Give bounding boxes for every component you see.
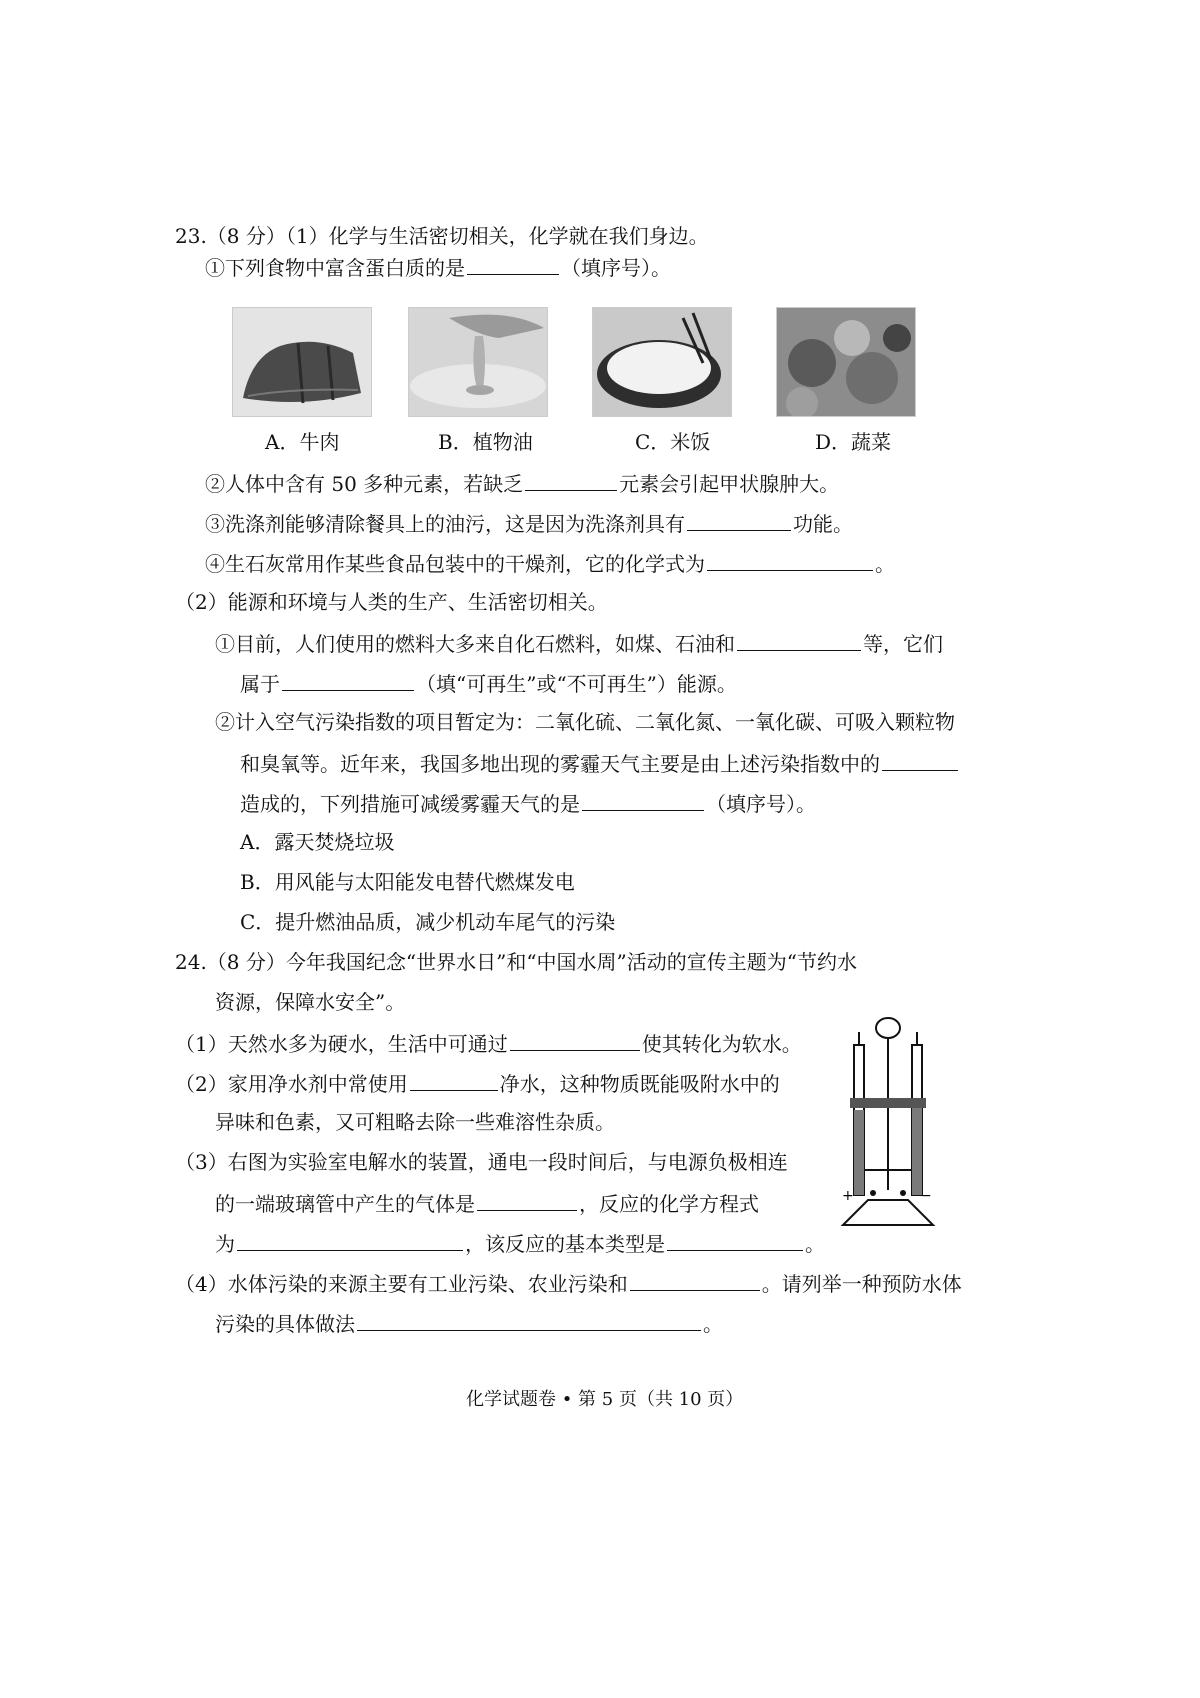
- q23-energy1-tail: 等，它们: [863, 632, 943, 656]
- q24-sub4-c: 污染的具体做法: [215, 1312, 355, 1336]
- vegetables-image: [776, 307, 916, 417]
- q24-sub4-l2: [215, 1308, 723, 1338]
- q23-item4-text: ④生石灰常用作某些食品包装中的干燥剂，它的化学式为: [205, 552, 705, 576]
- vegetable-oil-image: [408, 307, 548, 417]
- answer-blank[interactable]: [882, 748, 958, 771]
- q24-sub3-e: 。: [805, 1232, 825, 1256]
- option-c: C．提升燃油品质，减少机动车尾气的污染: [240, 910, 616, 934]
- answer-blank[interactable]: [410, 1068, 498, 1091]
- q24-sub4-text: （4）水体污染的来源主要有工业污染、农业污染和: [175, 1272, 628, 1296]
- q23-energy2-l2: [240, 748, 960, 778]
- q23-energy1-c: 属于: [240, 672, 280, 696]
- q23-item2: [205, 468, 839, 498]
- q24-sub3-l2: [215, 1188, 759, 1218]
- q23-item4-tail: 。: [875, 552, 895, 576]
- q24-sub3-d: ，该反应的基本类型是: [465, 1232, 665, 1256]
- q23-energy2-l3-tail: （填序号）。: [706, 792, 816, 816]
- q24-sub3-text: 的一端玻璃管中产生的气体是: [215, 1192, 475, 1216]
- beef-image: [232, 307, 372, 417]
- q24-sub3-l3: [215, 1228, 825, 1258]
- answer-blank[interactable]: [525, 468, 617, 491]
- q24-sub2: [175, 1068, 780, 1098]
- answer-blank[interactable]: [237, 1228, 463, 1251]
- q24-sub1-text: （1）天然水多为硬水，生活中可通过: [175, 1032, 508, 1056]
- q23-item2-text: ②人体中含有 50 多种元素，若缺乏: [205, 472, 524, 496]
- caption-c: C．米饭: [635, 430, 711, 454]
- q23-item3-text: ③洗涤剂能够清除餐具上的油污，这是因为洗涤剂具有: [205, 512, 685, 536]
- q24-heading: 24.（8 分）今年我国纪念“世界水日”和“中国水周”活动的宣传主题为“节约水: [175, 950, 858, 974]
- q23-energy1-d: （填“可再生”或“不可再生”）能源。: [416, 672, 737, 696]
- q23-energy1: [215, 628, 943, 658]
- q23-item1-text: ①下列食物中富含蛋白质的是: [205, 256, 465, 280]
- answer-blank[interactable]: [630, 1268, 760, 1291]
- rice-image: [592, 307, 732, 417]
- option-a: A．露天焚烧垃圾: [240, 830, 395, 854]
- q24-sub1: [175, 1028, 802, 1058]
- q24-sub2-tail: 净水，这种物质既能吸附水中的: [499, 1072, 780, 1096]
- q23-energy1-text: ①目前，人们使用的燃料大多来自化石燃料，如煤、石油和: [215, 632, 735, 656]
- q24-heading-cont: 资源，保障水安全”。: [215, 990, 406, 1014]
- q23-item1-tail: （填序号）。: [561, 256, 671, 280]
- q24-sub2-cont: 异味和色素，又可粗略去除一些难溶性杂质。: [215, 1110, 615, 1134]
- positive-label: +: [842, 1188, 854, 1204]
- electrolysis-apparatus-diagram: [838, 1010, 938, 1232]
- q23-energy2-l3: [240, 788, 816, 818]
- option-b: B．用风能与太阳能发电替代燃煤发电: [240, 870, 575, 894]
- q24-sub3-l1: （3）右图为实验室电解水的装置，通电一段时间后，与电源负极相连: [175, 1150, 788, 1174]
- q23-item3: [205, 508, 853, 538]
- q24-sub2-text: （2）家用净水剂中常使用: [175, 1072, 408, 1096]
- answer-blank[interactable]: [357, 1308, 701, 1331]
- answer-blank[interactable]: [707, 548, 873, 571]
- q24-sub4-l1: [175, 1268, 962, 1298]
- answer-blank[interactable]: [467, 252, 559, 275]
- q23-energy1-cont: [240, 668, 737, 698]
- negative-label: −: [920, 1188, 932, 1204]
- q23-energy2-l2-text: 和臭氧等。近年来，我国多地出现的雾霾天气主要是由上述污染指数中的: [240, 752, 880, 776]
- q23-item1: [205, 252, 671, 282]
- answer-blank[interactable]: [510, 1028, 640, 1051]
- q23-part2: （2）能源和环境与人类的生产、生活密切相关。: [175, 590, 608, 614]
- answer-blank[interactable]: [582, 788, 704, 811]
- answer-blank[interactable]: [687, 508, 791, 531]
- page-footer: 化学试题卷 • 第 5 页（共 10 页）: [466, 1389, 744, 1410]
- q23-energy2-l1: ②计入空气污染指数的项目暂定为：二氧化硫、二氧化氮、一氧化碳、可吸入颗粒物: [215, 710, 955, 734]
- q23-item3-tail: 功能。: [793, 512, 853, 536]
- q23-energy2-l3-text: 造成的，下列措施可减缓雾霾天气的是: [240, 792, 580, 816]
- q24-sub3-tail: ，反应的化学方程式: [579, 1192, 759, 1216]
- q24-sub3-c: 为: [215, 1232, 235, 1256]
- q23-item2-tail: 元素会引起甲状腺肿大。: [619, 472, 840, 496]
- caption-a: A．牛肉: [265, 430, 340, 454]
- q24-sub4-d: 。: [703, 1312, 723, 1336]
- caption-d: D．蔬菜: [815, 430, 892, 454]
- q23-heading: 23.（8 分）（1）化学与生活密切相关，化学就在我们身边。: [175, 224, 709, 248]
- q23-item4: [205, 548, 895, 578]
- answer-blank[interactable]: [477, 1188, 577, 1211]
- q24-sub4-tail: 。请列举一种预防水体: [761, 1272, 962, 1296]
- answer-blank[interactable]: [282, 668, 414, 691]
- answer-blank[interactable]: [737, 628, 861, 651]
- caption-b: B．植物油: [438, 430, 533, 454]
- q24-sub1-tail: 使其转化为软水。: [641, 1032, 802, 1056]
- answer-blank[interactable]: [667, 1228, 803, 1251]
